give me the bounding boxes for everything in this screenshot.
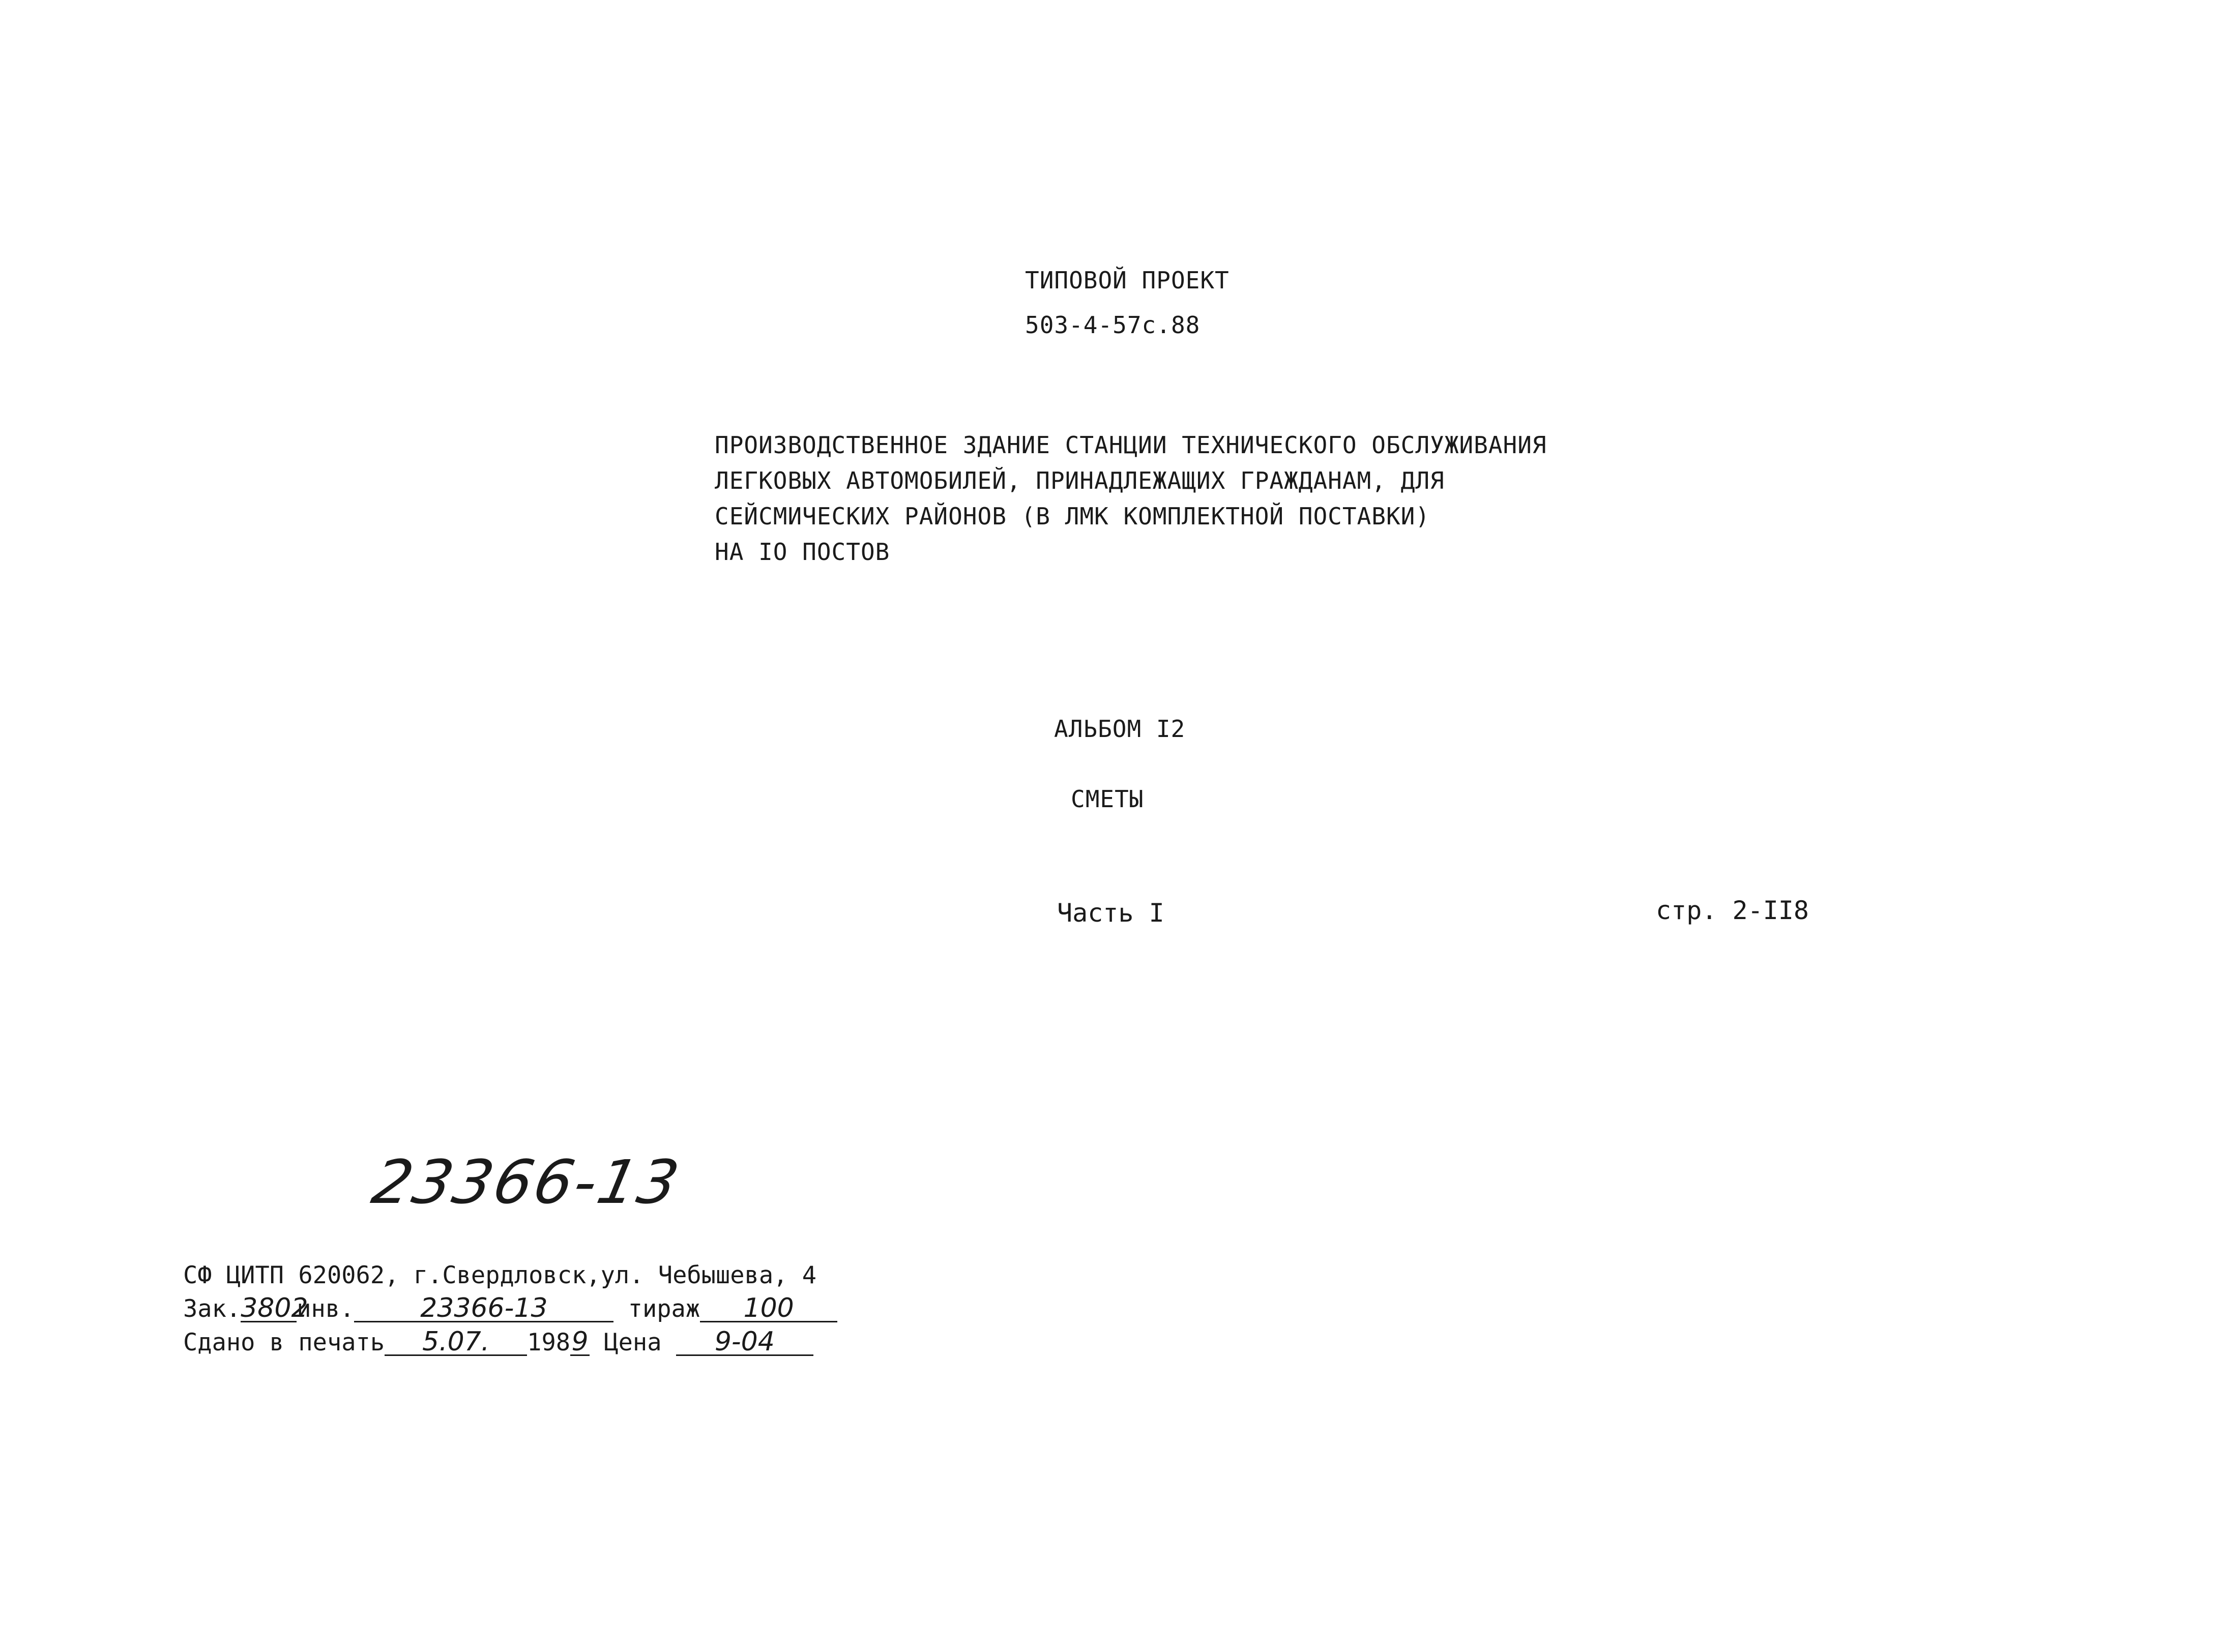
project-code: 503-4-57с.88 [1025,311,1201,339]
order-label: Зак. [183,1295,241,1323]
publisher-line: СФ ЦИТП 620062, г.Свердловск,ул. Чебышева, 4 [183,1261,817,1289]
project-type-label: ТИПОВОЙ ПРОЕКТ [1025,267,1230,294]
order-row [183,1295,837,1329]
description-line: НА IO ПОСТОВ [715,538,890,566]
inv-label: инв. [297,1295,355,1323]
print-date-value: 5.07. [385,1329,527,1356]
print-year-prefix: 198 [527,1329,571,1356]
inv-value: 23366-13 [354,1295,613,1322]
part-label: Часть I [1057,898,1164,928]
circulation-label: тираж [628,1295,700,1323]
print-year-digit: 9 [570,1329,590,1356]
album-subtitle: СМЕТЫ [1071,785,1144,813]
page-range: стр. 2-II8 [1656,896,1809,925]
print-row [183,1326,837,1362]
print-label: Сдано в печать [183,1329,385,1356]
description-line: СЕЙСМИЧЕСКИХ РАЙОНОВ (В ЛМК КОМПЛЕКТНОЙ ПОСТАВКИ) [715,503,1430,530]
order-value: 3802 [241,1293,308,1323]
handwritten-inventory-number: 23366-13 [366,1147,687,1217]
circulation-value: 100 [700,1295,837,1322]
description-line: ПРОИЗВОДСТВЕННОЕ ЗДАНИЕ СТАНЦИИ ТЕХНИЧЕСКОГО ОБСЛУЖИВАНИЯ [715,431,1547,459]
album-label: АЛЬБОМ I2 [1054,715,1186,743]
project-description [715,427,1547,570]
price-value: 9-04 [676,1329,813,1356]
description-line: ЛЕГКОВЫХ АВТОМОБИЛЕЙ, ПРИНАДЛЕЖАЩИХ ГРАЖДАНАМ, ДЛЯ [715,467,1445,494]
imprint-block [183,1261,837,1362]
price-label: Цена [604,1329,662,1356]
